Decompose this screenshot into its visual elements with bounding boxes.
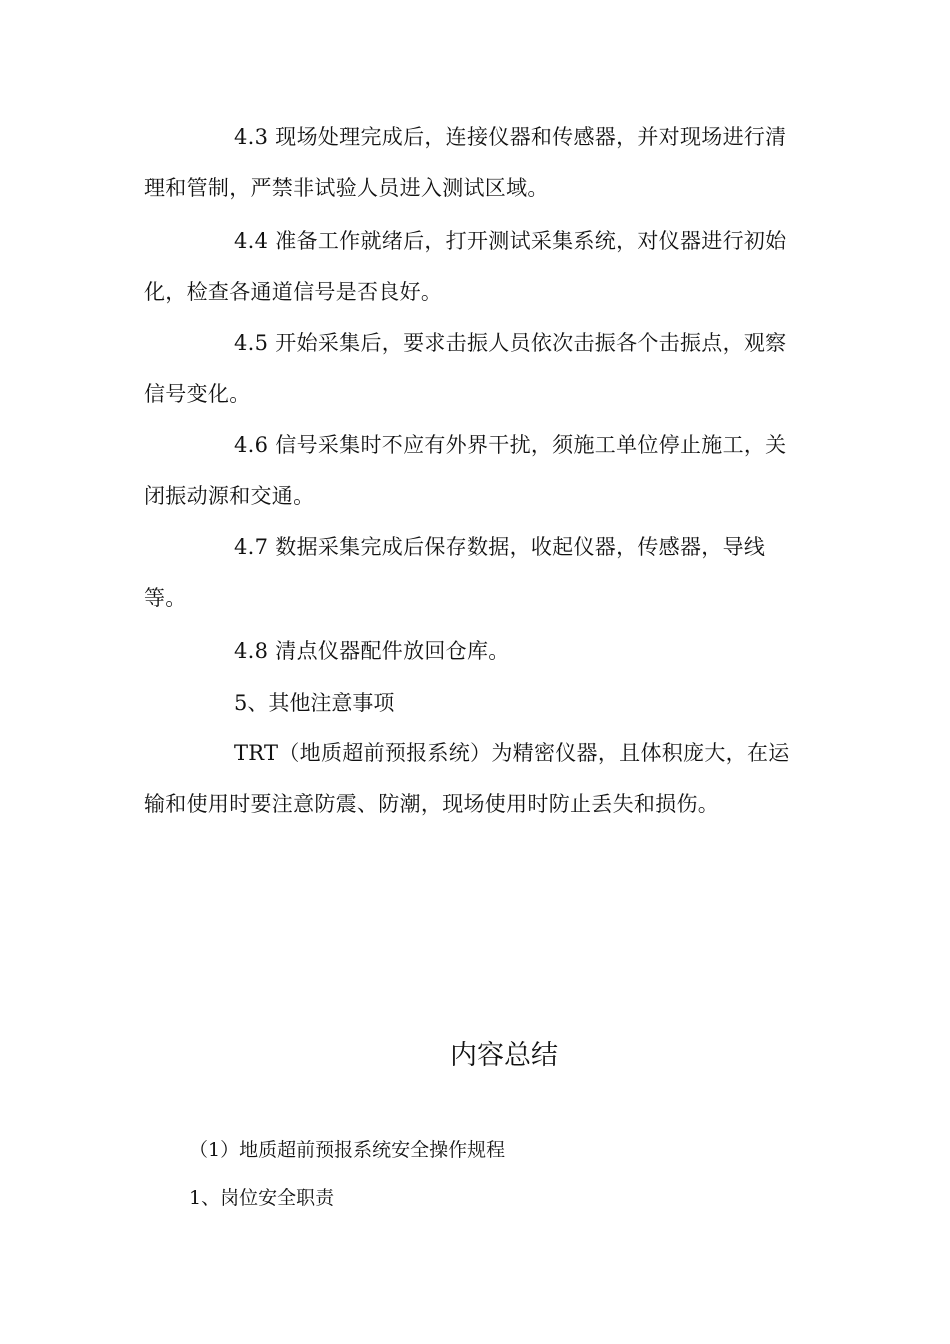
paragraph-4-4: 4.4 准备工作就绪后，打开测试采集系统，对仪器进行初始化，检查各通道信号是否良好。 [144, 229, 787, 304]
closing-paragraph: TRT（地质超前预报系统）为精密仪器，且体积庞大，在运输和使用时要注意防震、防潮，现场使用时防止丢失和损伤。 [144, 741, 790, 816]
paragraph-4-6: 4.6 信号采集时不应有外界干扰，须施工单位停止施工，关闭振动源和交通。 [144, 433, 787, 508]
paragraph-4-5: 4.5 开始采集后，要求击振人员依次击振各个击振点，观察信号变化。 [144, 331, 787, 406]
summary-item-2: 1、岗位安全职责 [189, 1187, 335, 1209]
paragraph-4-8: 4.8 清点仪器配件放回仓库。 [234, 639, 510, 663]
section-heading: 5、其他注意事项 [234, 691, 395, 715]
paragraph-4-3: 4.3 现场处理完成后，连接仪器和传感器，并对现场进行清理和管制，严禁非试验人员进入测试区域。 [144, 125, 787, 200]
summary-title: 内容总结 [450, 1040, 558, 1071]
paragraph-4-7: 4.7 数据采集完成后保存数据，收起仪器，传感器，导线等。 [144, 535, 766, 610]
summary-item-1: （1）地质超前预报系统安全操作规程 [189, 1139, 506, 1161]
